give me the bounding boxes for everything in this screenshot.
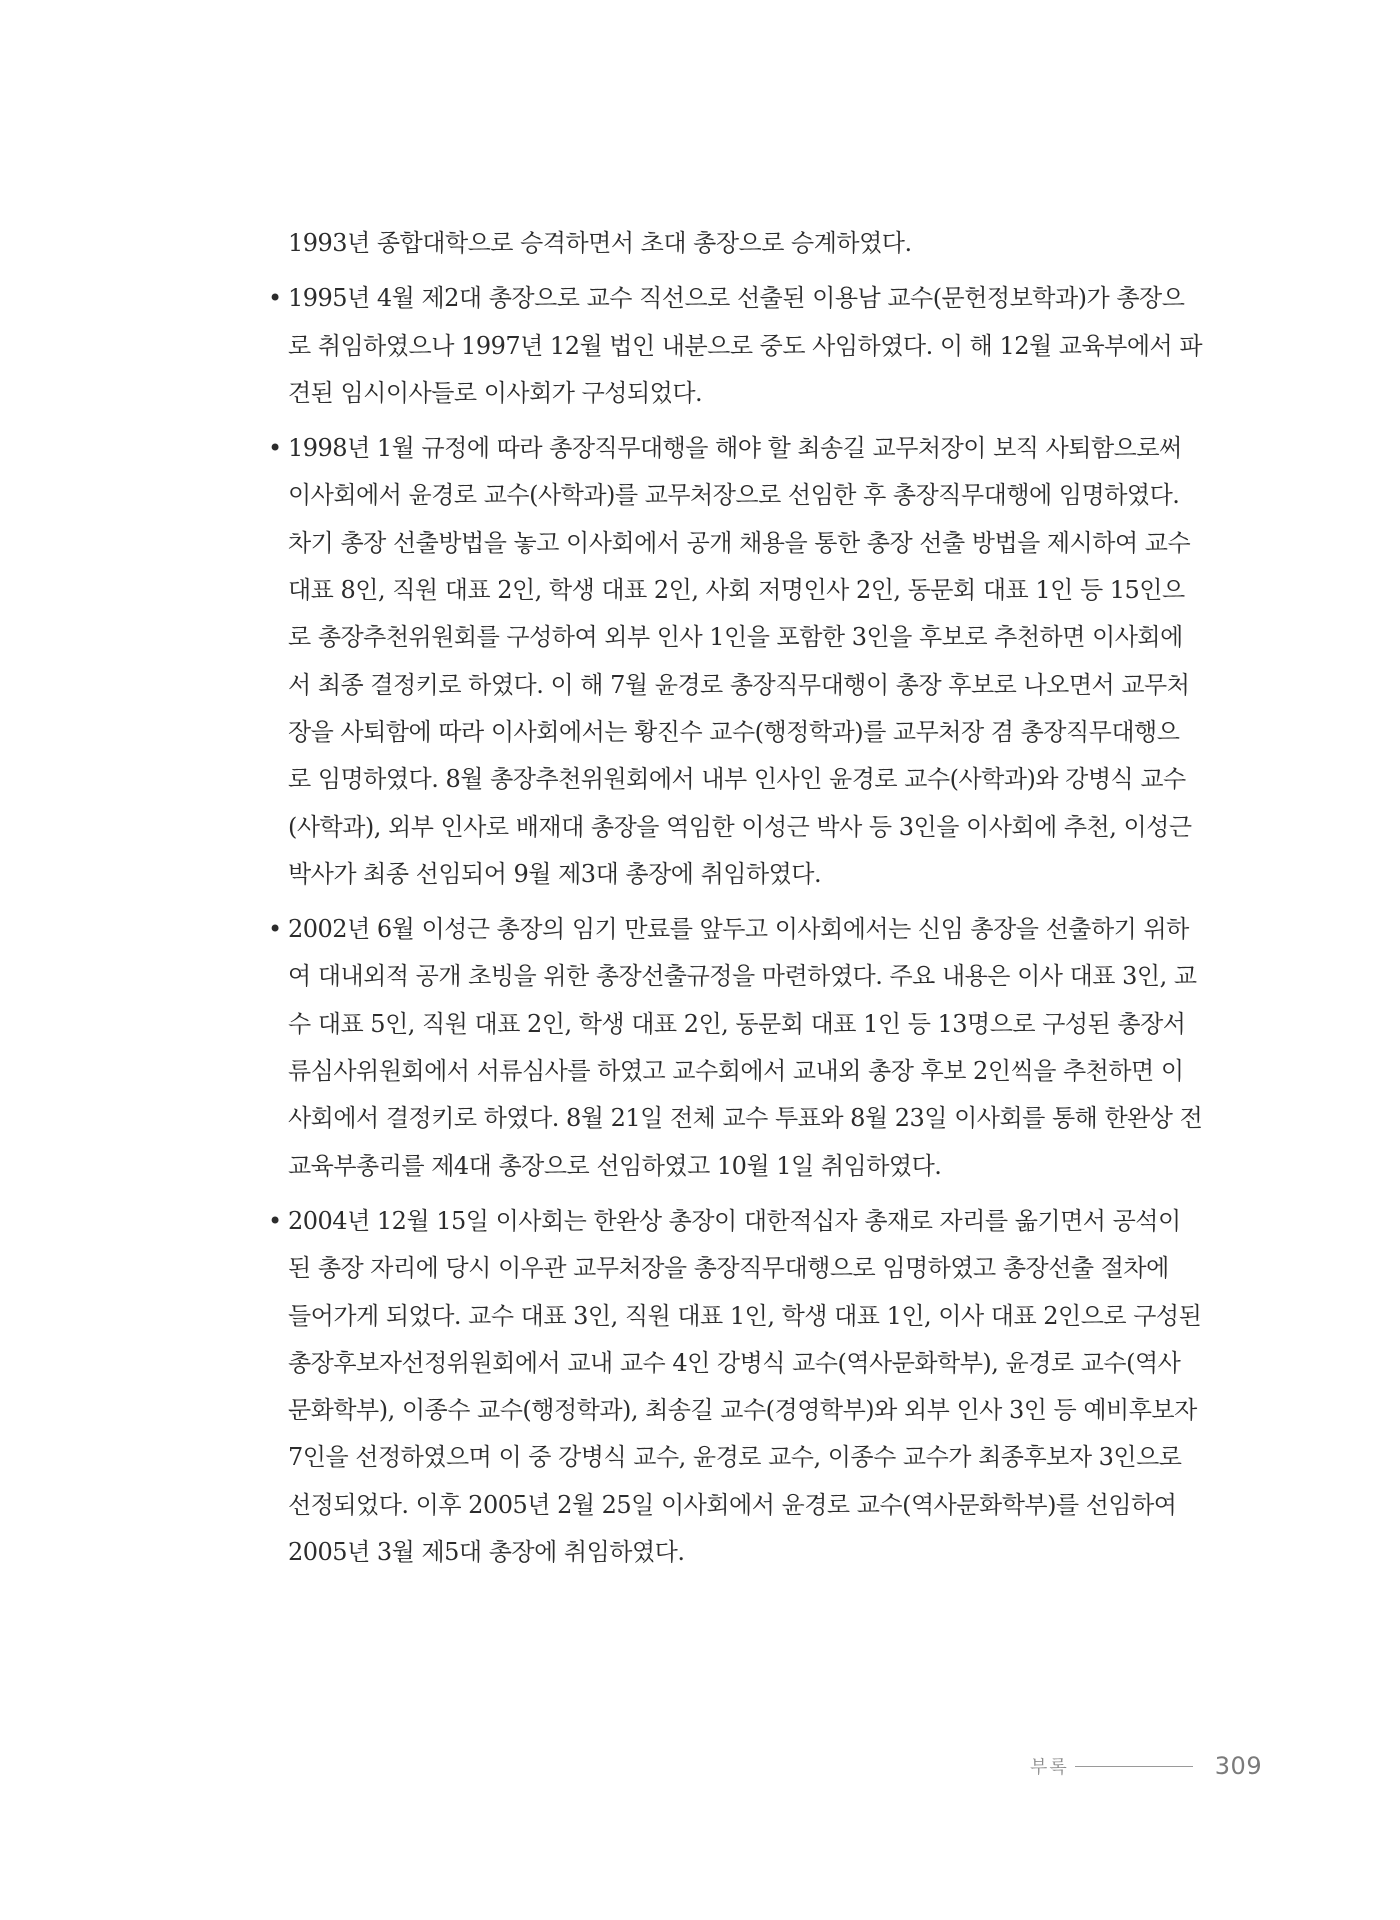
text-line: 2004년 12월 15일 이사회는 한완상 총장이 대한적십자 총재로 자리를 옮기면서 공석이 [288, 1206, 1181, 1235]
text-line: 류심사위원회에서 서류심사를 하였고 교수회에서 교내외 총장 후보 2인씩을 추천하면 이 [288, 1057, 1184, 1086]
text-line: 로 취임하였으나 1997년 12월 법인 내분으로 중도 사임하였다. 이 해 12월 교육부에서 파 [288, 331, 1203, 360]
section-label: 부록 [1030, 1757, 1069, 1778]
text-line: 견된 임시이사들로 이사회가 구성되었다. [288, 378, 703, 407]
text-line: 들어가게 되었다. 교수 대표 3인, 직원 대표 1인, 학생 대표 1인, 이사 대표 2인으로 구성된 [288, 1301, 1202, 1330]
text-line: 1993년 종합대학으로 승격하면서 초대 총장으로 승계하였다. [288, 229, 912, 257]
footer-divider [1075, 1766, 1193, 1767]
text-line: 1998년 1월 규정에 따라 총장직무대행을 해야 할 최송길 교무처장이 보직 사퇴함으로써 [288, 434, 1182, 463]
text-line: 2002년 6월 이성근 총장의 임기 만료를 앞두고 이사회에서는 신임 총장을 선출하기 위하 [288, 915, 1189, 944]
page-number: 309 [1214, 1752, 1263, 1780]
bullet-paragraph-2002 [268, 906, 1228, 1190]
text-line: 선정되었다. 이후 2005년 2월 25일 이사회에서 윤경로 교수(역사문화학부)를 선임하여 [288, 1490, 1177, 1519]
bullet-paragraph-1995 [268, 275, 1228, 417]
text-line: 이사회에서 윤경로 교수(사학과)를 교무처장으로 선임한 후 총장직무대행에 임명하였다. [288, 481, 1180, 510]
bullet-icon: • [268, 1206, 283, 1235]
text-line: 서 최종 결정키로 하였다. 이 해 7월 윤경로 총장직무대행이 총장 후보로 나오면서 교무처 [288, 670, 1190, 699]
text-line: 교육부총리를 제4대 총장으로 선임하였고 10월 1일 취임하였다. [288, 1151, 942, 1180]
continuation-paragraph [288, 220, 1228, 267]
text-line: 수 대표 5인, 직원 대표 2인, 학생 대표 2인, 동문회 대표 1인 등 13명으로 구성된 총장서 [288, 1009, 1186, 1038]
text-line: 2005년 3월 제5대 총장에 취임하였다. [288, 1538, 685, 1567]
text-line: 1995년 4월 제2대 총장으로 교수 직선으로 선출된 이용남 교수(문헌정보학과)가 총장으 [288, 284, 1185, 313]
text-line: 박사가 최종 선임되어 9월 제3대 총장에 취임하였다. [288, 859, 822, 888]
bullet-paragraph-2004 [268, 1198, 1228, 1576]
page-body [268, 220, 1228, 1584]
text-line: 차기 총장 선출방법을 놓고 이사회에서 공개 채용을 통한 총장 선출 방법을 제시하여 교수 [288, 528, 1191, 557]
text-line: 장을 사퇴함에 따라 이사회에서는 황진수 교수(행정학과)를 교무처장 겸 총장직무대행으 [288, 717, 1180, 746]
text-line: 사회에서 결정키로 하였다. 8월 21일 전체 교수 투표와 8월 23일 이사회를 통해 한완상 전 [288, 1104, 1203, 1133]
text-line: 문화학부), 이종수 교수(행정학과), 최송길 교수(경영학부)와 외부 인사 3인 등 예비후보자 [288, 1396, 1197, 1425]
text-line: 로 총장추천위원회를 구성하여 외부 인사 1인을 포함한 3인을 후보로 추천하면 이사회에 [288, 623, 1183, 652]
text-line: 대표 8인, 직원 대표 2인, 학생 대표 2인, 사회 저명인사 2인, 동문회 대표 1인 등 15인으 [288, 576, 1185, 605]
bullet-icon: • [268, 434, 283, 463]
bullet-icon: • [268, 284, 283, 313]
text-line: 여 대내외적 공개 초빙을 위한 총장선출규정을 마련하였다. 주요 내용은 이사 대표 3인, 교 [288, 962, 1197, 991]
text-line: 로 임명하였다. 8월 총장추천위원회에서 내부 인사인 윤경로 교수(사학과)와 강병식 교수 [288, 765, 1186, 794]
text-line: 7인을 선정하였으며 이 중 강병식 교수, 윤경로 교수, 이종수 교수가 최종후보자 3인으로 [288, 1443, 1182, 1472]
text-line: (사학과), 외부 인사로 배재대 총장을 역임한 이성근 박사 등 3인을 이사회에 추천, 이성근 [288, 812, 1192, 841]
page-footer [1030, 1752, 1262, 1780]
bullet-icon: • [268, 915, 283, 944]
text-line: 된 총장 자리에 당시 이우관 교무처장을 총장직무대행으로 임명하였고 총장선출 절차에 [288, 1254, 1169, 1283]
bullet-paragraph-1998 [268, 425, 1228, 898]
text-line: 총장후보자선정위원회에서 교내 교수 4인 강병식 교수(역사문화학부), 윤경로 교수(역사 [288, 1348, 1181, 1377]
